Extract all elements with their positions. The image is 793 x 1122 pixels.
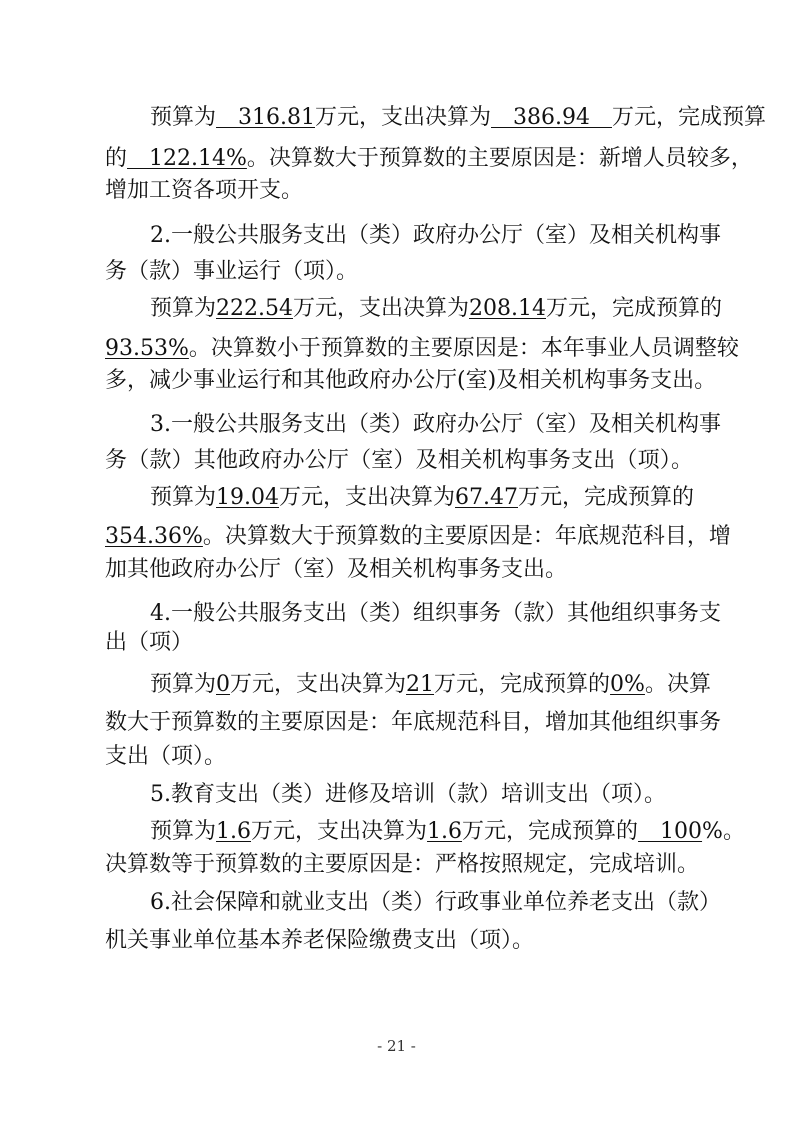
paragraph-4-line-2 bbox=[105, 708, 722, 738]
completion-rate: 100 bbox=[638, 819, 703, 844]
text: 。决算数大于预算数的主要原因是：年底规范科目，增 bbox=[202, 524, 731, 549]
heading-6-line-1: 6.社会保障和就业支出（类）行政事业单位养老支出（款） bbox=[150, 890, 721, 915]
text: 预算为 bbox=[150, 819, 217, 844]
budget-value: 1.6 bbox=[216, 819, 252, 844]
budget-value: 222.54 bbox=[216, 296, 293, 321]
paragraph-2-line-1 bbox=[150, 294, 723, 324]
text: 预算为 bbox=[150, 485, 217, 510]
final-value: 21 bbox=[406, 672, 435, 697]
completion-rate: 0% bbox=[610, 672, 645, 697]
paragraph-1-line-1 bbox=[150, 103, 767, 133]
text: 加其他政府办公厅（室）及相关机构事务支出。 bbox=[105, 557, 568, 582]
text: 。决算数大于预算数的主要原因是：新增人员较多， bbox=[246, 146, 753, 171]
text: 万元，完成预算 bbox=[612, 105, 767, 130]
completion-rate: 122.14% bbox=[127, 146, 247, 171]
heading-3-line-1: 3.一般公共服务支出（类）政府办公厅（室）及相关机构事 bbox=[150, 412, 721, 437]
completion-rate: 93.53% bbox=[105, 336, 189, 361]
paragraph-2-line-3 bbox=[105, 366, 717, 396]
text: 支出（项）。 bbox=[105, 744, 227, 769]
heading-4-line-1: 4.一般公共服务支出（类）组织事务（款）其他组织事务支 bbox=[150, 601, 721, 626]
text: 增加工资各项开支。 bbox=[105, 178, 304, 203]
page-number: - 21 - bbox=[377, 1037, 416, 1055]
text: 万元，完成预算的 bbox=[546, 296, 723, 321]
heading-5-line-1: 5.教育支出（类）进修及培训（款）培训支出（项）。 bbox=[150, 782, 666, 807]
paragraph-1-line-3 bbox=[105, 176, 693, 206]
text: 数大于预算数的主要原因是：年底规范科目，增加其他组织事务 bbox=[105, 710, 722, 735]
paragraph-3-line-1 bbox=[150, 483, 693, 513]
paragraph-3-line-2 bbox=[105, 522, 731, 552]
text: 多，减少事业运行和其他政府办公厅(室)及相关机构事务支出。 bbox=[105, 368, 717, 393]
final-value: 208.14 bbox=[469, 296, 546, 321]
paragraph-4-line-1 bbox=[150, 670, 711, 700]
final-value: 386.94 bbox=[491, 105, 612, 130]
paragraph-3-line-3 bbox=[105, 555, 693, 585]
text: 的 bbox=[105, 146, 128, 171]
text: 预算为 bbox=[150, 105, 217, 130]
heading-3-line-2: 务（款）其他政府办公厅（室）及相关机构事务支出（项）。 bbox=[105, 448, 693, 473]
budget-value: 316.81 bbox=[216, 105, 315, 130]
text: %。 bbox=[702, 819, 745, 844]
text: 。决算 bbox=[644, 672, 711, 697]
final-value: 67.47 bbox=[455, 485, 518, 510]
text: 万元，完成预算的 bbox=[518, 485, 695, 510]
budget-value: 19.04 bbox=[216, 485, 279, 510]
paragraph-1-line-2 bbox=[105, 144, 753, 174]
final-value: 1.6 bbox=[427, 819, 463, 844]
text: 。决算数小于预算数的主要原因是：本年事业人员调整较 bbox=[188, 336, 739, 361]
text: 万元，支出决算为 bbox=[293, 296, 470, 321]
paragraph-2-line-2 bbox=[105, 334, 739, 364]
text: 决算数等于预算数的主要原因是：严格按照规定，完成培训。 bbox=[105, 852, 700, 877]
paragraph-5-line-1 bbox=[150, 817, 745, 847]
text: 预算为 bbox=[150, 672, 217, 697]
text: 万元，支出决算为 bbox=[315, 105, 492, 130]
text: 万元，完成预算的 bbox=[434, 672, 611, 697]
text: 预算为 bbox=[150, 296, 217, 321]
heading-6-line-2: 机关事业单位基本养老保险缴费支出（项）。 bbox=[105, 928, 535, 953]
text: 万元，完成预算的 bbox=[462, 819, 639, 844]
heading-2-line-1: 2.一般公共服务支出（类）政府办公厅（室）及相关机构事 bbox=[150, 223, 721, 248]
paragraph-4-line-3 bbox=[105, 742, 693, 772]
completion-rate: 354.36% bbox=[105, 524, 203, 549]
text: 万元，支出决算为 bbox=[251, 819, 428, 844]
heading-4-line-2: 出（项） bbox=[105, 630, 194, 655]
text: 万元，支出决算为 bbox=[230, 672, 407, 697]
budget-value: 0 bbox=[216, 672, 231, 697]
text: 万元，支出决算为 bbox=[279, 485, 456, 510]
paragraph-5-line-2 bbox=[105, 850, 700, 880]
heading-2-line-2: 务（款）事业运行（项）。 bbox=[105, 259, 359, 284]
